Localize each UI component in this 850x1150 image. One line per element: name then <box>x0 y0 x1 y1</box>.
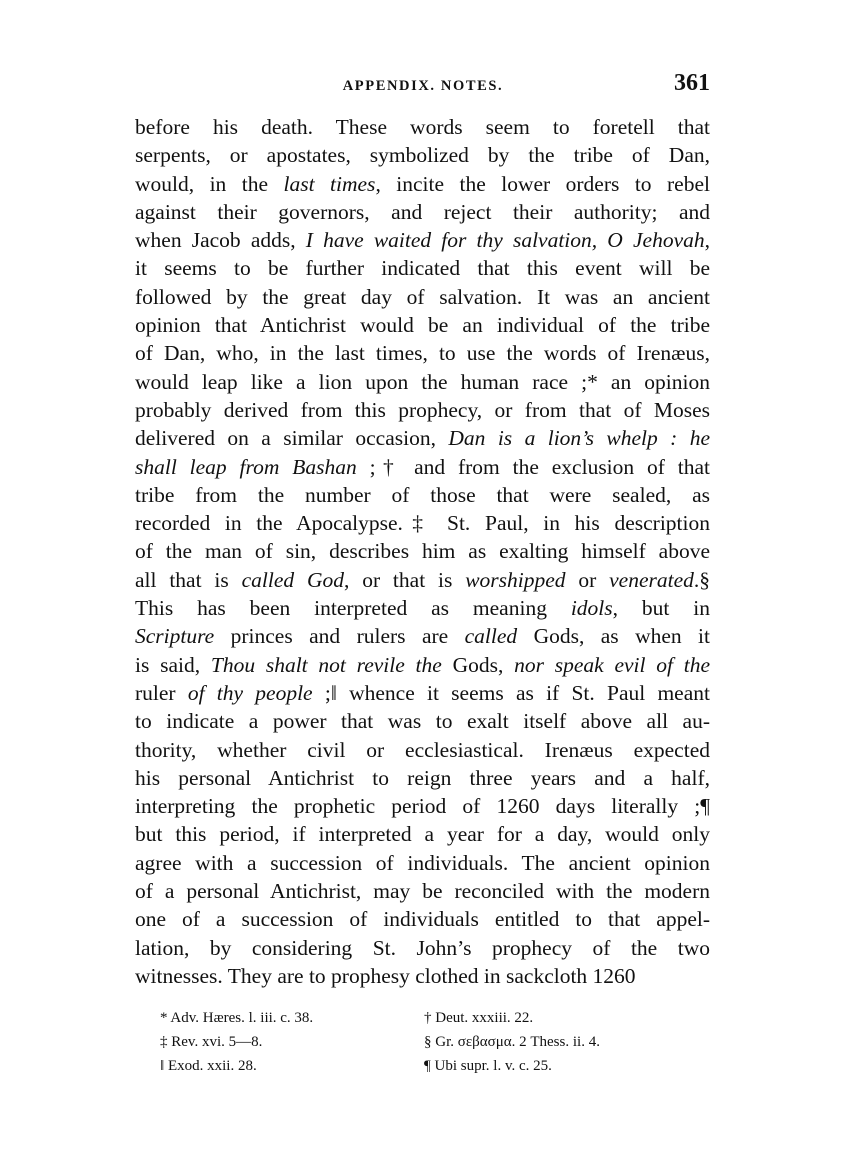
text-line: of Dan, who, in the last times, to use the words of Irenæus, <box>135 341 710 366</box>
footnote-row <box>160 1030 680 1054</box>
text-line: to indicate a power that was to exalt itself above all au- <box>135 709 710 734</box>
text-line: would leap like a lion upon the human race ;* an opinion <box>135 369 710 394</box>
footnotes <box>160 1006 680 1078</box>
running-title: APPENDIX. NOTES. <box>342 78 504 94</box>
text-line: tribe from the number of those that were sealed, as <box>135 482 710 507</box>
text-line: all that is called God, or that is worshipped or venerated.§ <box>135 567 710 592</box>
text-line: lation, by considering St. John’s prophecy of the two <box>135 935 710 960</box>
text-line: one of a succession of individuals entitled to that appel- <box>135 907 710 932</box>
text-line: when Jacob adds, I have waited for thy salvation, O Jehovah, <box>135 228 710 253</box>
footnote-row <box>160 1006 680 1030</box>
text-line: agree with a succession of individuals. The ancient opinion <box>135 850 710 875</box>
text-line: opinion that Antichrist would be an individual of the tribe <box>135 313 710 338</box>
footnote-row <box>160 1054 680 1078</box>
text-line: recorded in the Apocalypse.‡ St. Paul, in his description <box>135 511 710 536</box>
text-line: shall leap from Bashan ;† and from the exclusion of that <box>135 454 711 479</box>
text-line: ruler of thy people ;‖ whence it seems as if St. Paul meant <box>135 680 710 705</box>
text-line: probably derived from this prophecy, or from that of Moses <box>135 397 710 422</box>
body-text <box>135 113 710 990</box>
text-line: of a personal Antichrist, may be reconciled with the modern <box>135 879 710 904</box>
text-line: serpents, or apostates, symbolized by the tribe of Dan, <box>135 143 710 168</box>
text-line: against their governors, and reject their authority; and <box>135 199 710 224</box>
text-line: thority, whether civil or ecclesiastical. Irenæus expected <box>135 737 710 762</box>
footnote: ‖ Exod. xxii. 28. <box>160 1058 257 1074</box>
text-line: but this period, if interpreted a year for a day, would only <box>135 822 710 847</box>
footnote: ‡ Rev. xvi. 5—8. <box>160 1034 263 1050</box>
text-line: it seems to be further indicated that this event will be <box>135 256 710 281</box>
footnote: † Deut. xxxiii. 22. <box>424 1010 534 1026</box>
text-line: of the man of sin, describes him as exalting himself above <box>135 539 710 564</box>
text-line: before his death. These words seem to foretell that <box>135 115 710 139</box>
text-line: This has been interpreted as meaning idols, but in <box>135 596 710 621</box>
text-line: is said, Thou shalt not revile the Gods, nor speak evil of the <box>135 652 711 677</box>
running-head <box>136 70 710 98</box>
text-line: delivered on a similar occasion, Dan is a lion’s whelp : he <box>135 426 710 451</box>
page-number: 361 <box>674 70 710 96</box>
text-line: his personal Antichrist to reign three years and a half, <box>135 765 710 790</box>
text-line: witnesses. They are to prophesy clothed in sackcloth 1260 <box>135 963 636 988</box>
footnote: ¶ Ubi supr. l. v. c. 25. <box>424 1058 552 1074</box>
footnote: * Adv. Hæres. l. iii. c. 38. <box>160 1010 314 1026</box>
text-line: Scripture princes and rulers are called Gods, as when it <box>135 624 710 649</box>
footnote: § Gr. σεβασμα. 2 Thess. ii. 4. <box>424 1034 600 1050</box>
text-line: would, in the last times, incite the lower orders to rebel <box>135 171 710 196</box>
text-line: interpreting the prophetic period of 1260 days literally ;¶ <box>135 794 710 819</box>
text-line: followed by the great day of salvation. It was an ancient <box>135 284 710 309</box>
